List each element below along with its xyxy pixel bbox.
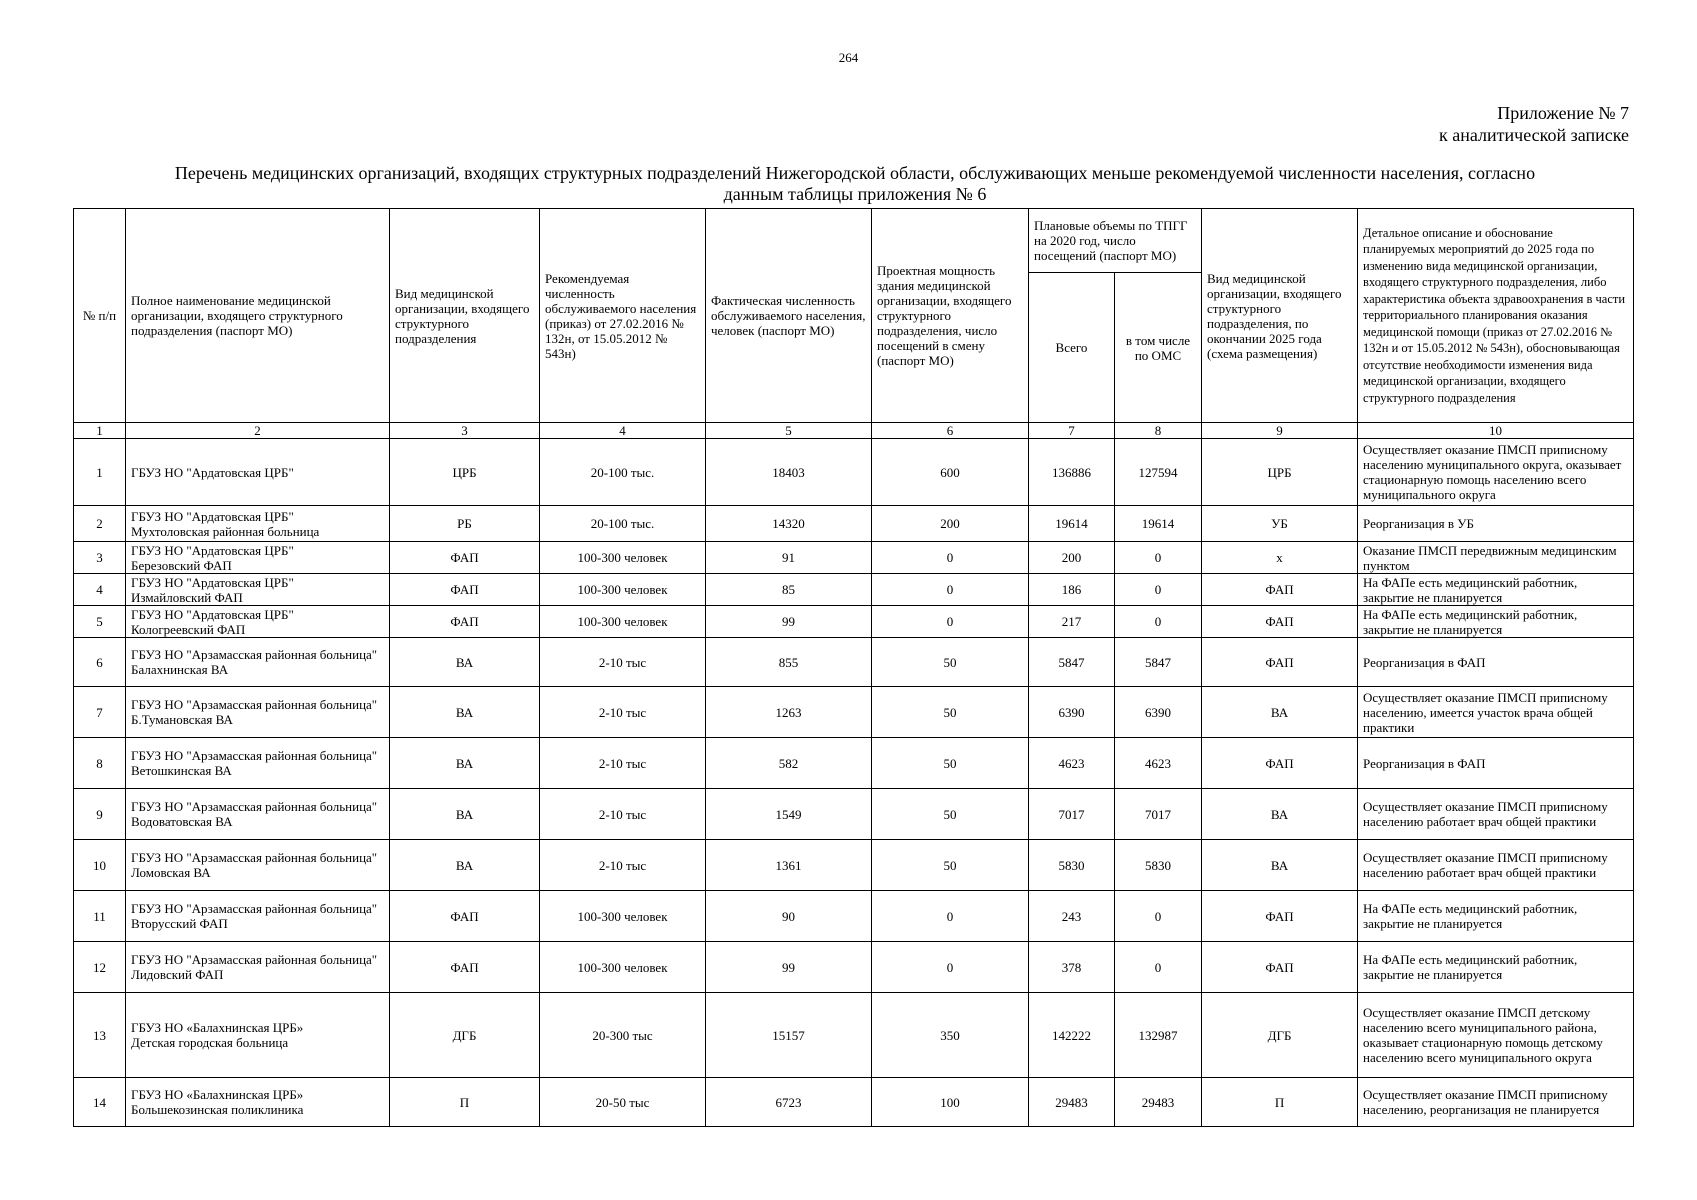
header-num: № п/п — [74, 209, 126, 423]
column-number: 4 — [540, 423, 706, 439]
header-type: Вид медицинской организации, входящего структурного подразделения — [390, 209, 540, 423]
cell-type-2025: ВА — [1202, 840, 1358, 891]
table-row — [74, 574, 1634, 606]
cell-planned-total: 19614 — [1029, 506, 1115, 542]
header-description: Детальное описание и обоснование планируемых мероприятий до 2025 года по изменению вида медицинской организации, входящего структурного подразделения, либо характеристика объекта здравоохранения в части территориального планирования оказания медицинской помощи (приказ от 27.02.2016 № 132н и от 15.05.2012 № 543н), обосновывающая отсутствие необходимости изменения вида медицинской организации, входящего структурного подразделения — [1358, 209, 1634, 423]
column-numbers-row — [74, 423, 1634, 439]
column-number: 3 — [390, 423, 540, 439]
unit-name: Березовский ФАП — [131, 557, 232, 573]
header-capacity: Проектная мощность здания медицинской организации, входящего структурного подразделения, число посещений в смену (паспорт МО) — [872, 209, 1029, 423]
cell-planned-total: 378 — [1029, 942, 1115, 993]
table-row — [74, 638, 1634, 687]
cell-num: 14 — [74, 1078, 126, 1127]
table-row — [74, 993, 1634, 1078]
cell-capacity: 350 — [872, 993, 1029, 1078]
cell-capacity: 100 — [872, 1078, 1029, 1127]
appendix-line-2: к аналитической записке — [1439, 125, 1629, 145]
table-row — [74, 687, 1634, 738]
cell-description: На ФАПе есть медицинский работник, закрытие не планируется — [1358, 891, 1634, 942]
org-name: ГБУЗ НО «Балахнинская ЦРБ» — [131, 1020, 304, 1035]
cell-num: 2 — [74, 506, 126, 542]
cell-capacity: 50 — [872, 687, 1029, 738]
header-type-2025: Вид медицинской организации, входящего структурного подразделения, по окончании 2025 года (схема размещения) — [1202, 209, 1358, 423]
cell-name — [126, 439, 390, 506]
cell-planned-oms: 5847 — [1115, 638, 1202, 687]
cell-planned-oms: 4623 — [1115, 738, 1202, 789]
cell-planned-oms: 0 — [1115, 891, 1202, 942]
cell-type: ВА — [390, 738, 540, 789]
unit-name: Кологреевский ФАП — [131, 621, 246, 637]
cell-actual: 85 — [706, 574, 872, 606]
org-name: ГБУЗ НО "Ардатовская ЦРБ" — [131, 574, 294, 590]
document-title-line-2: данным таблицы приложения № 6 — [723, 184, 987, 204]
cell-planned-oms: 7017 — [1115, 789, 1202, 840]
cell-type-2025: ВА — [1202, 789, 1358, 840]
cell-type: ФАП — [390, 942, 540, 993]
org-name: ГБУЗ НО "Арзамасская районная больница" — [131, 952, 378, 967]
cell-recommended: 2-10 тыс — [540, 687, 706, 738]
table-row — [74, 942, 1634, 993]
cell-recommended: 100-300 человек — [540, 606, 706, 638]
cell-planned-total: 5830 — [1029, 840, 1115, 891]
document-title — [80, 163, 1630, 205]
org-name: ГБУЗ НО "Арзамасская районная больница" — [131, 697, 378, 712]
cell-type-2025: ВА — [1202, 687, 1358, 738]
appendix-label — [1439, 102, 1629, 146]
cell-type: ЦРБ — [390, 439, 540, 506]
cell-capacity: 50 — [872, 840, 1029, 891]
cell-type: РБ — [390, 506, 540, 542]
header-planned-total: Всего — [1029, 273, 1115, 423]
cell-description: На ФАПе есть медицинский работник, закрытие не планируется — [1358, 942, 1634, 993]
org-name: ГБУЗ НО "Арзамасская районная больница" — [131, 748, 378, 763]
cell-name — [126, 687, 390, 738]
cell-capacity: 0 — [872, 542, 1029, 574]
unit-name: Детская городская больница — [131, 1035, 289, 1050]
cell-type: ВА — [390, 638, 540, 687]
appendix-line-1: Приложение № 7 — [1497, 103, 1629, 123]
cell-type: ВА — [390, 840, 540, 891]
cell-description: Реорганизация в УБ — [1358, 506, 1634, 542]
cell-recommended: 100-300 человек — [540, 891, 706, 942]
cell-planned-total: 6390 — [1029, 687, 1115, 738]
org-name: ГБУЗ НО "Арзамасская районная больница" — [131, 850, 378, 865]
cell-type: ВА — [390, 687, 540, 738]
cell-num: 5 — [74, 606, 126, 638]
page-number: 264 — [838, 50, 859, 65]
cell-planned-oms: 127594 — [1115, 439, 1202, 506]
cell-recommended: 100-300 человек — [540, 542, 706, 574]
cell-name — [126, 738, 390, 789]
table-row — [74, 738, 1634, 789]
cell-capacity: 0 — [872, 942, 1029, 993]
table-row — [74, 1078, 1634, 1127]
cell-type: ФАП — [390, 574, 540, 606]
cell-planned-total: 7017 — [1029, 789, 1115, 840]
cell-actual: 1263 — [706, 687, 872, 738]
cell-actual: 91 — [706, 542, 872, 574]
cell-type-2025: УБ — [1202, 506, 1358, 542]
cell-description: Реорганизация в ФАП — [1358, 738, 1634, 789]
unit-name: Измайловский ФАП — [131, 589, 243, 605]
cell-type-2025: ФАП — [1202, 638, 1358, 687]
header-recommended: Рекомендуемая численность обслуживаемого населения (приказ) от 27.02.2016 № 132н, от 15.05.2012 № 543н) — [540, 209, 706, 423]
cell-recommended: 100-300 человек — [540, 942, 706, 993]
org-name: ГБУЗ НО "Арзамасская районная больница" — [131, 901, 378, 916]
cell-type-2025: ФАП — [1202, 574, 1358, 606]
cell-recommended: 2-10 тыс — [540, 638, 706, 687]
cell-name — [126, 1078, 390, 1127]
cell-planned-total: 200 — [1029, 542, 1115, 574]
cell-capacity: 0 — [872, 574, 1029, 606]
org-name: ГБУЗ НО "Ардатовская ЦРБ" — [131, 606, 294, 622]
cell-type-2025: ФАП — [1202, 891, 1358, 942]
cell-name — [126, 942, 390, 993]
cell-name — [126, 506, 390, 542]
cell-description: Оказание ПМСП передвижным медицинским пунктом — [1358, 542, 1634, 574]
cell-num: 6 — [74, 638, 126, 687]
cell-name — [126, 638, 390, 687]
cell-type-2025: ДГБ — [1202, 993, 1358, 1078]
cell-type-2025: х — [1202, 542, 1358, 574]
table-row — [74, 542, 1634, 574]
cell-planned-total: 142222 — [1029, 993, 1115, 1078]
cell-num: 9 — [74, 789, 126, 840]
unit-name: Лидовский ФАП — [131, 967, 224, 982]
cell-type: ФАП — [390, 891, 540, 942]
org-name: ГБУЗ НО "Ардатовская ЦРБ" — [131, 542, 294, 558]
cell-name — [126, 574, 390, 606]
cell-capacity: 0 — [872, 891, 1029, 942]
cell-type-2025: П — [1202, 1078, 1358, 1127]
cell-planned-oms: 0 — [1115, 574, 1202, 606]
cell-planned-total: 243 — [1029, 891, 1115, 942]
cell-capacity: 50 — [872, 738, 1029, 789]
column-number: 1 — [74, 423, 126, 439]
cell-planned-oms: 0 — [1115, 542, 1202, 574]
cell-type-2025: ФАП — [1202, 606, 1358, 638]
cell-recommended: 2-10 тыс — [540, 840, 706, 891]
cell-recommended: 20-300 тыс — [540, 993, 706, 1078]
cell-planned-oms: 132987 — [1115, 993, 1202, 1078]
cell-actual: 90 — [706, 891, 872, 942]
cell-type: ДГБ — [390, 993, 540, 1078]
document-title-line-1: Перечень медицинских организаций, входящих структурных подразделений Нижегородской области, обслуживающих меньше рекомендуемой численности населения, согласно — [174, 163, 1536, 183]
cell-actual: 6723 — [706, 1078, 872, 1127]
table-row — [74, 789, 1634, 840]
cell-description: Осуществляет оказание ПМСП приписному населению работает врач общей практики — [1358, 789, 1634, 840]
unit-name: Ветошкинская ВА — [131, 763, 232, 778]
cell-description: Осуществляет оказание ПМСП детскому населению всего муниципального района, оказывает стационарную помощь детскому населению всего муниципального округа — [1358, 993, 1634, 1078]
cell-name — [126, 542, 390, 574]
org-name: ГБУЗ НО "Арзамасская районная больница" — [131, 799, 378, 814]
organizations-table — [73, 208, 1634, 1127]
cell-num: 13 — [74, 993, 126, 1078]
column-number: 9 — [1202, 423, 1358, 439]
org-name: ГБУЗ НО "Арзамасская районная больница" — [131, 647, 378, 662]
cell-num: 10 — [74, 840, 126, 891]
table-row — [74, 506, 1634, 542]
cell-name — [126, 840, 390, 891]
header-actual: Фактическая численность обслуживаемого населения, человек (паспорт МО) — [706, 209, 872, 423]
cell-name — [126, 993, 390, 1078]
cell-description: Осуществляет оказание ПМСП приписному населению работает врач общей практики — [1358, 840, 1634, 891]
cell-actual: 99 — [706, 606, 872, 638]
cell-type-2025: ФАП — [1202, 942, 1358, 993]
cell-num: 7 — [74, 687, 126, 738]
cell-recommended: 20-100 тыс. — [540, 506, 706, 542]
table-row — [74, 606, 1634, 638]
cell-num: 12 — [74, 942, 126, 993]
cell-num: 1 — [74, 439, 126, 506]
cell-actual: 855 — [706, 638, 872, 687]
cell-num: 3 — [74, 542, 126, 574]
cell-planned-total: 186 — [1029, 574, 1115, 606]
cell-type: П — [390, 1078, 540, 1127]
cell-capacity: 200 — [872, 506, 1029, 542]
table-row — [74, 840, 1634, 891]
unit-name: Большекозинская поликлиника — [131, 1102, 304, 1117]
cell-capacity: 0 — [872, 606, 1029, 638]
cell-actual: 582 — [706, 738, 872, 789]
unit-name: Мухтоловская районная больница — [131, 523, 320, 539]
cell-capacity: 50 — [872, 638, 1029, 687]
cell-planned-total: 4623 — [1029, 738, 1115, 789]
cell-actual: 1549 — [706, 789, 872, 840]
cell-planned-oms: 29483 — [1115, 1078, 1202, 1127]
org-name: ГБУЗ НО "Ардатовская ЦРБ" — [131, 508, 294, 524]
cell-actual: 18403 — [706, 439, 872, 506]
cell-name — [126, 606, 390, 638]
cell-recommended: 100-300 человек — [540, 574, 706, 606]
header-name: Полное наименование медицинской организации, входящего структурного подразделения (паспорт МО) — [126, 209, 390, 423]
unit-name: Б.Тумановская ВА — [131, 712, 233, 727]
org-name: ГБУЗ НО "Ардатовская ЦРБ" — [131, 464, 294, 480]
cell-num: 11 — [74, 891, 126, 942]
cell-name — [126, 789, 390, 840]
cell-description: Осуществляет оказание ПМСП приписному населению, имеется участок врача общей практики — [1358, 687, 1634, 738]
unit-name: Водоватовская ВА — [131, 814, 233, 829]
column-number: 5 — [706, 423, 872, 439]
cell-planned-total: 136886 — [1029, 439, 1115, 506]
cell-actual: 15157 — [706, 993, 872, 1078]
unit-name: Ломовская ВА — [131, 865, 211, 880]
column-number: 10 — [1358, 423, 1634, 439]
cell-planned-oms: 5830 — [1115, 840, 1202, 891]
cell-name — [126, 891, 390, 942]
cell-description: Осуществляет оказание ПМСП приписному населению, реорганизация не планируется — [1358, 1078, 1634, 1127]
unit-name: Балахнинская ВА — [131, 662, 229, 677]
cell-description: На ФАПе есть медицинский работник, закрытие не планируется — [1358, 574, 1634, 606]
cell-recommended: 2-10 тыс — [540, 789, 706, 840]
cell-planned-total: 5847 — [1029, 638, 1115, 687]
cell-description: Осуществляет оказание ПМСП приписному населению муниципального округа, оказывает стационарную помощь населению всего муниципального округа — [1358, 439, 1634, 506]
cell-num: 8 — [74, 738, 126, 789]
cell-recommended: 20-50 тыс — [540, 1078, 706, 1127]
cell-description: Реорганизация в ФАП — [1358, 638, 1634, 687]
cell-type-2025: ЦРБ — [1202, 439, 1358, 506]
cell-description: На ФАПе есть медицинский работник, закрытие не планируется — [1358, 606, 1634, 638]
cell-planned-oms: 0 — [1115, 606, 1202, 638]
org-name: ГБУЗ НО «Балахнинская ЦРБ» — [131, 1087, 304, 1102]
cell-planned-total: 29483 — [1029, 1078, 1115, 1127]
cell-planned-oms: 6390 — [1115, 687, 1202, 738]
table-row — [74, 891, 1634, 942]
header-planned: Плановые объемы по ТПГГ на 2020 год, число посещений (паспорт МО) — [1029, 209, 1202, 273]
cell-planned-oms: 0 — [1115, 942, 1202, 993]
cell-type: ФАП — [390, 542, 540, 574]
cell-planned-total: 217 — [1029, 606, 1115, 638]
column-number: 8 — [1115, 423, 1202, 439]
cell-type: ВА — [390, 789, 540, 840]
cell-recommended: 2-10 тыс — [540, 738, 706, 789]
cell-capacity: 50 — [872, 789, 1029, 840]
column-number: 2 — [126, 423, 390, 439]
cell-type: ФАП — [390, 606, 540, 638]
cell-actual: 14320 — [706, 506, 872, 542]
column-number: 7 — [1029, 423, 1115, 439]
cell-recommended: 20-100 тыс. — [540, 439, 706, 506]
cell-num: 4 — [74, 574, 126, 606]
cell-capacity: 600 — [872, 439, 1029, 506]
cell-type-2025: ФАП — [1202, 738, 1358, 789]
unit-name: Вторусский ФАП — [131, 916, 228, 931]
table-row — [74, 439, 1634, 506]
cell-actual: 1361 — [706, 840, 872, 891]
cell-planned-oms: 19614 — [1115, 506, 1202, 542]
cell-actual: 99 — [706, 942, 872, 993]
column-number: 6 — [872, 423, 1029, 439]
header-planned-oms: в том числе по ОМС — [1115, 273, 1202, 423]
